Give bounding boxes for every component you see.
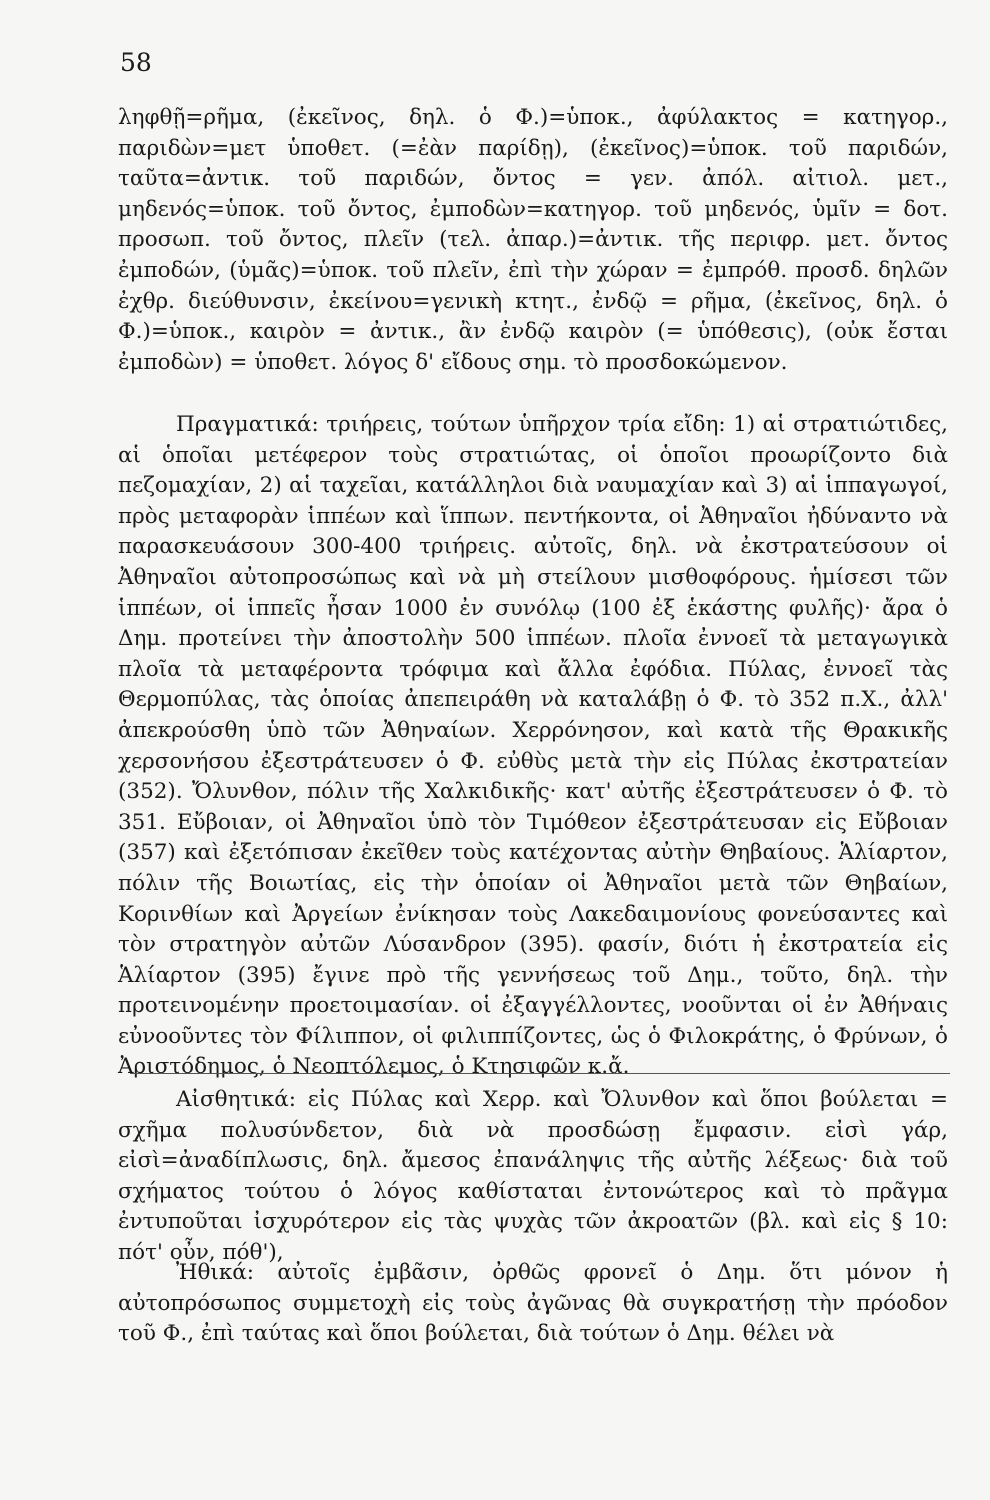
- ithika-notes: [118, 1258, 948, 1350]
- aisthitika-notes: [118, 1085, 948, 1269]
- section-divider: [130, 1073, 950, 1074]
- vocabulary-notes: [118, 103, 948, 378]
- ithika-paragraph: Ἠθικά: αὐτοῖς ἐμβᾶσιν, ὀρθῶς φρονεῖ ὁ Δημ. ὅτι μόνον ἡ αὐτοπρόσωπος συμμετοχὴ εἰς τοὺς ἀγῶνας θὰ συγκρατήσῃ τὴν πρόοδον τοῦ Φ., ἐπὶ ταύτας καὶ ὅποι βούλεται, διὰ τούτων ὁ Δημ. θέλει νὰ: [118, 1260, 948, 1347]
- pragmatika-paragraph: Πραγματικά: τριήρεις, τούτων ὑπῆρχον τρία εἴδη: 1) αἱ στρατιώτιδες, αἱ ὁποῖαι μετέφερον τοὺς στρατιώτας, οἱ ὁποῖοι προωρίζοντο διὰ πεζομαχίαν, 2) αἱ ταχεῖαι, κατάλληλοι διὰ ναυμαχίαν καὶ 3) αἱ ἱππαγωγοί, πρὸς μεταφορὰν ἱππέων καὶ ἵππων. πεντήκοντα, οἱ Ἀθηναῖοι ἠδύναντο νὰ παρασκευάσουν 300-400 τριήρεις. αὐτοῖς, δηλ. νὰ ἐκστρατεύσουν οἱ Ἀθηναῖοι αὐτοπροσώπως καὶ νὰ μὴ στείλουν μισθοφόρους. ἡμίσεσι τῶν ἱππέων, οἱ ἱππεῖς ἦσαν 1000 ἐν συνόλῳ (100 ἐξ ἑκάστης φυλῆς)· ἄρα ὁ Δημ. προτείνει τὴν ἀποστολὴν 500 ἱππέων. πλοῖα ἐννοεῖ τὰ μεταγωγικὰ πλοῖα τὰ μεταφέροντα τρόφιμα καὶ ἄλλα ἐφόδια. Πύλας, ἐννοεῖ τὰς Θερμοπύλας, τὰς ὁποίας ἀπεπειράθη νὰ καταλάβῃ ὁ Φ. τὸ 352 π.Χ., ἀλλ' ἀπεκρούσθη ὑπὸ τῶν Ἀθηναίων. Χερρόνησον, καὶ κατὰ τῆς Θρακικῆς χερσονήσου ἐξεστράτευσεν ὁ Φ. εὐθὺς μετὰ τὴν εἰς Πύλας ἐκστρατείαν (352). Ὄλυνθον, πόλιν τῆς Χαλκιδικῆς· κατ' αὐτῆς ἐξεστράτευσεν ὁ Φ. τὸ 351. Εὔβοιαν, οἱ Ἀθηναῖοι ὑπὸ τὸν Τιμόθεον ἐξεστράτευσαν εἰς Εὔβοιαν (357) καὶ ἐξετόπισαν ἐκεῖθεν τοὺς κατέχοντας αὐτὴν Θηβαίους. Ἁλίαρτον, πόλιν τῆς Βοιωτίας, εἰς τὴν ὁποίαν οἱ Ἀθηναῖοι μετὰ τῶν Θηβαίων, Κορινθίων καὶ Ἀργείων ἐνίκησαν τοὺς Λακεδαιμονίους φονεύσαντες καὶ τὸν στρατηγὸν αὐτῶν Λύσανδρον (395). φασίν, διότι ἡ ἐκστρατεία εἰς Ἁλίαρτον (395) ἔγινε πρὸ τῆς γεννήσεως τοῦ Δημ., τοῦτο, δηλ. τὴν προτεινομένην προετοιμασίαν. οἱ ἐξαγγέλλοντες, νοοῦνται οἱ ἐν Ἀθήναις εὐνοοῦντες τὸν Φίλιππον, οἱ φιλιππίζοντες, ὡς ὁ Φιλοκράτης, ὁ Φρύνων, ὁ Ἀριστόδημος, ὁ Νεοπτόλεμος, ὁ Κτησιφῶν κ.ἄ.: [118, 412, 948, 1080]
- vocabulary-paragraph: ληφθῇ=ρῆμα, (ἐκεῖνος, δηλ. ὁ Φ.)=ὑποκ., ἀφύλακτος = κατηγορ., παριδὼν=μετ ὑποθετ. (=ἐὰν παρίδῃ), (ἐκεῖνος)=ὑποκ. τοῦ παριδών, ταῦτα=ἀντικ. τοῦ παριδών, ὄντος = γεν. ἀπόλ. αἰτιολ. μετ., μηδενός=ὑποκ. τοῦ ὄντος, ἐμποδὼν=κατηγορ. τοῦ μηδενός, ὑμῖν = δοτ. προσωπ. τοῦ ὄντος, πλεῖν (τελ. ἀπαρ.)=ἀντικ. τῆς περιφρ. μετ. ὄντος ἐμποδών, (ὑμᾶς)=ὑποκ. τοῦ πλεῖν, ἐπὶ τὴν χώραν = ἐμπρόθ. προσδ. δηλῶν ἐχθρ. διεύθυνσιν, ἐκείνου=γενικὴ κτητ., ἐνδῷ = ρῆμα, (ἐκεῖνος, δηλ. ὁ Φ.)=ὑποκ., καιρὸν = ἀντικ., ἂν ἐνδῷ καιρὸν (= ὑπόθεσις), (οὐκ ἔσται ἐμποδὼν) = ὑποθετ. λόγος δ' εἴδους σημ. τὸ προσδοκώμενον.: [118, 105, 948, 375]
- pragmatika-notes: [118, 410, 948, 1083]
- page-number: 58: [120, 48, 152, 77]
- aisthitika-paragraph: Αἰσθητικά: εἰς Πύλας καὶ Χερρ. καὶ Ὄλυνθον καὶ ὅποι βούλεται = σχῆμα πολυσύνδετον, διὰ νὰ προσδώσῃ ἔμφασιν. εἰσὶ γάρ, εἰσὶ=ἀναδίπλωσις, δηλ. ἄμεσος ἐπανάληψις τῆς αὐτῆς λέξεως· διὰ τοῦ σχήματος τούτου ὁ λόγος καθίσταται ἐντονώτερος καὶ τὸ πρᾶγμα ἐντυποῦται ἰσχυρότερον εἰς τὰς ψυχὰς τῶν ἀκροατῶν (βλ. καὶ εἰς § 10: πότ' οὖν, πόθ'),: [118, 1087, 948, 1265]
